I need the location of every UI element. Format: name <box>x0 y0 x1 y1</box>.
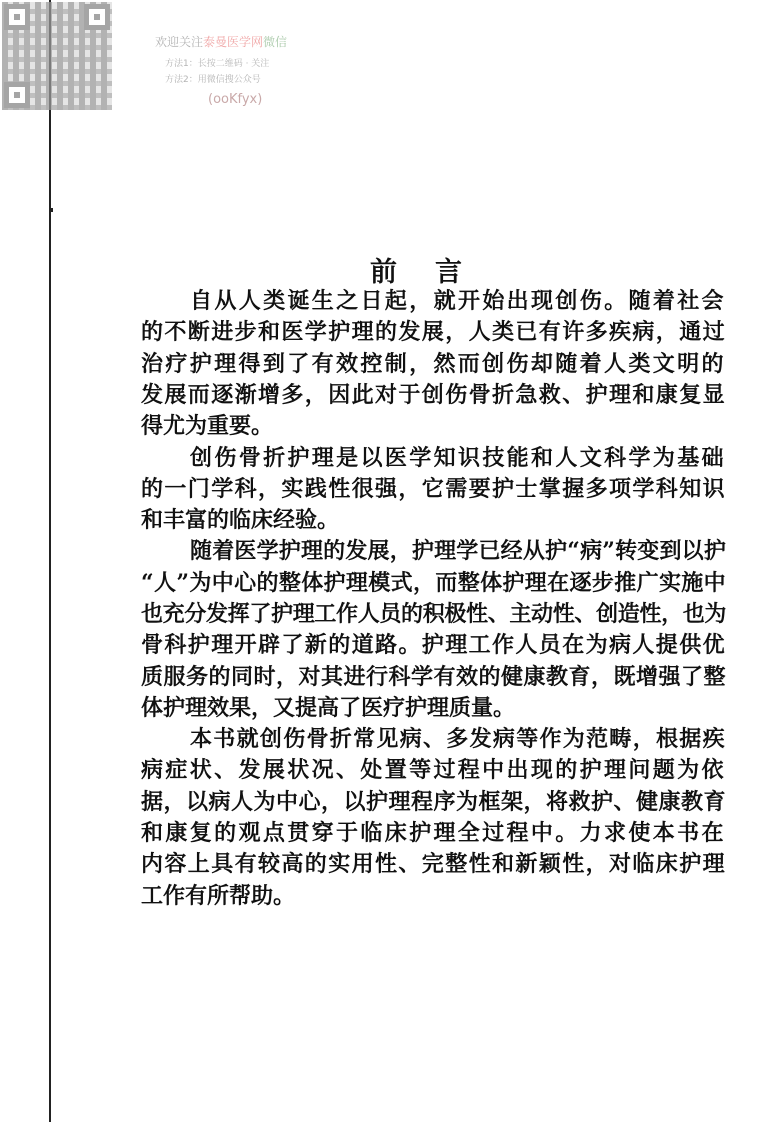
scan-mark <box>50 208 53 212</box>
binding-margin-line <box>49 0 51 1122</box>
paragraph-2-line: 创伤骨折护理是以医学知识技能和人文科学为基础 <box>190 445 726 471</box>
paragraph-4-line: 本书就创伤骨折常见病、多发病等作为范畴，根据疾 <box>190 726 726 752</box>
paragraph-4-line: 内容上具有较高的实用性、完整性和新颖性，对临床护理 <box>141 851 727 877</box>
watermark-welcome-prefix: 欢迎关注 <box>155 35 204 49</box>
paragraph-3-line: 随着医学护理的发展，护理学已经从护“病”转变到以护 <box>190 538 727 564</box>
paragraph-3-line: 也充分发挥了护理工作人员的积极性、主动性、创造性，也为 <box>141 601 727 627</box>
watermark-method1: 方法1：长按二维码 · 关注 <box>165 59 270 69</box>
paragraph-3-line: 骨科护理开辟了新的道路。护理工作人员在为病人提供优 <box>141 632 727 658</box>
paragraph-4-line: 据，以病人为中心，以护理程序为框架，将救护、健康教育 <box>141 789 727 815</box>
paragraph-1-line: 得尤为重要。 <box>141 413 274 439</box>
paragraph-2-line: 和丰富的临床经验。 <box>141 507 340 533</box>
paragraph-1-line: 自从人类诞生之日起，就开始出现创伤。随着社会 <box>190 288 726 314</box>
watermark-method2: 方法2：用微信搜公众号 <box>165 75 261 85</box>
paragraph-2-line: 的一门学科，实践性很强，它需要护士掌握多项学科知识 <box>141 476 727 502</box>
qr-code-watermark <box>2 2 112 110</box>
paragraph-4-line: 和康复的观点贯穿于临床护理全过程中。力求使本书在 <box>141 820 726 846</box>
watermark-welcome-suffix: 微信 <box>263 35 288 49</box>
watermark-account-id: (ooKfyx) <box>208 92 263 107</box>
paragraph-4-line: 病症状、发展状况、处置等过程中出现的护理问题为依 <box>141 757 726 783</box>
paragraph-3-line: 体护理效果，又提高了医疗护理质量。 <box>141 695 516 721</box>
paragraph-3-line: 质服务的同时，对其进行科学有效的健康教育，既增强了整 <box>141 664 727 690</box>
paragraph-1-line: 发展而逐渐增多，因此对于创伤骨折急救、护理和康复显 <box>141 382 727 408</box>
paragraph-3-line: “人”为中心的整体护理模式，而整体护理在逐步推广实施中 <box>141 570 727 596</box>
paragraph-1-line: 的不断进步和医学护理的发展，人类已有许多疾病，通过 <box>141 319 727 345</box>
paragraph-1-line: 治疗护理得到了有效控制，然而创伤却随着人类文明的 <box>141 351 726 377</box>
paragraph-4-line: 工作有所帮助。 <box>141 883 296 909</box>
watermark-site-name: 泰曼医学网 <box>203 35 264 49</box>
page-title: 前言 <box>370 257 500 288</box>
watermark-welcome <box>155 36 287 49</box>
